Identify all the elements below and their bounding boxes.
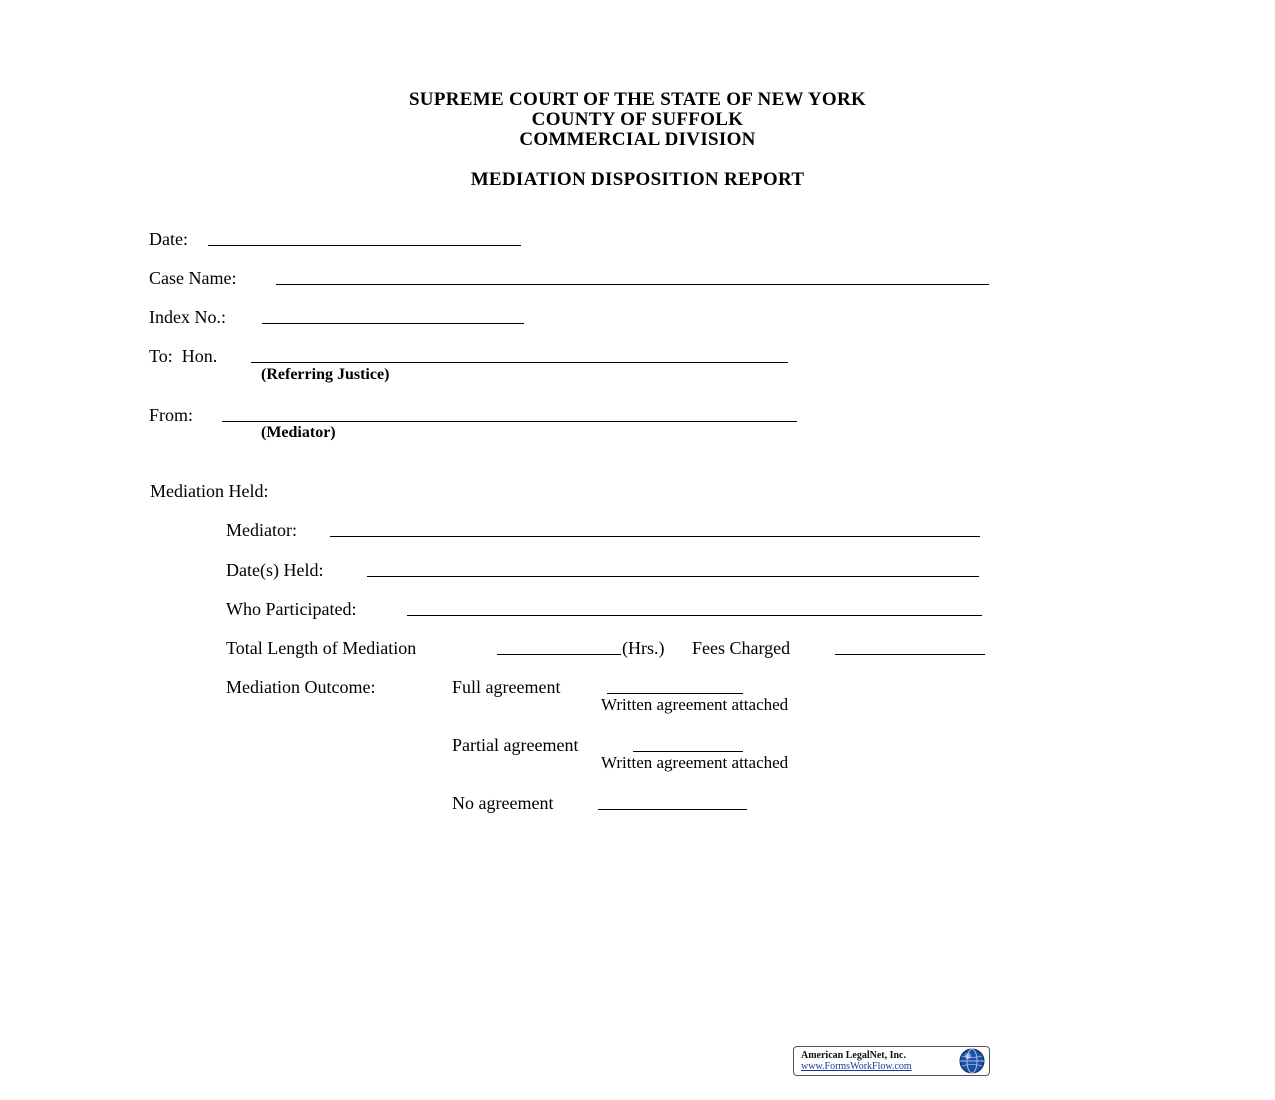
- total-length-field[interactable]: [497, 654, 621, 655]
- total-length-label: Total Length of Mediation: [226, 638, 417, 658]
- fees-charged-field[interactable]: [835, 654, 985, 655]
- date-label: Date:: [149, 229, 188, 249]
- dates-held-label: Date(s) Held:: [226, 560, 324, 580]
- referring-justice-field[interactable]: [251, 362, 788, 363]
- mediation-outcome-label: Mediation Outcome:: [226, 677, 376, 697]
- index-no-label: Index No.:: [149, 307, 226, 327]
- mediation-held-heading: Mediation Held:: [150, 481, 269, 501]
- case-name-field[interactable]: [276, 284, 989, 285]
- dates-held-field[interactable]: [367, 576, 979, 577]
- to-hon-label: To: Hon.: [149, 346, 218, 366]
- no-agreement-label: No agreement: [452, 793, 554, 813]
- full-agreement-label: Full agreement: [452, 677, 561, 697]
- globe-logo-icon: [959, 1048, 985, 1074]
- who-participated-label: Who Participated:: [226, 599, 357, 619]
- full-agreement-field[interactable]: [607, 693, 743, 694]
- fees-charged-label: Fees Charged: [692, 638, 791, 658]
- referring-justice-note: (Referring Justice): [261, 366, 390, 383]
- hrs-label: (Hrs.): [622, 638, 665, 658]
- date-field[interactable]: [208, 245, 521, 246]
- written-agreement-note-1: Written agreement attached: [601, 695, 789, 714]
- case-name-label: Case Name:: [149, 268, 237, 288]
- report-title: MEDIATION DISPOSITION REPORT: [470, 169, 805, 190]
- partial-agreement-field[interactable]: [633, 751, 743, 752]
- partial-agreement-label: Partial agreement: [452, 735, 579, 755]
- logo-company-name: American LegalNet, Inc.: [801, 1050, 906, 1061]
- american-legalnet-logo[interactable]: [793, 1046, 990, 1076]
- logo-url-link[interactable]: www.FormsWorkFlow.com: [801, 1061, 912, 1072]
- court-name: SUPREME COURT OF THE STATE OF NEW YORK: [408, 89, 867, 110]
- mediator-from-field[interactable]: [222, 421, 797, 422]
- index-no-field[interactable]: [262, 323, 524, 324]
- no-agreement-field[interactable]: [598, 809, 747, 810]
- mediator-field[interactable]: [330, 536, 980, 537]
- mediator-label: Mediator:: [226, 520, 297, 540]
- division-name: COMMERCIAL DIVISION: [519, 129, 756, 150]
- from-label: From:: [149, 405, 194, 425]
- mediator-note: (Mediator): [261, 424, 336, 441]
- county-name: COUNTY OF SUFFOLK: [531, 109, 744, 130]
- who-participated-field[interactable]: [407, 615, 982, 616]
- written-agreement-note-2: Written agreement attached: [601, 753, 789, 772]
